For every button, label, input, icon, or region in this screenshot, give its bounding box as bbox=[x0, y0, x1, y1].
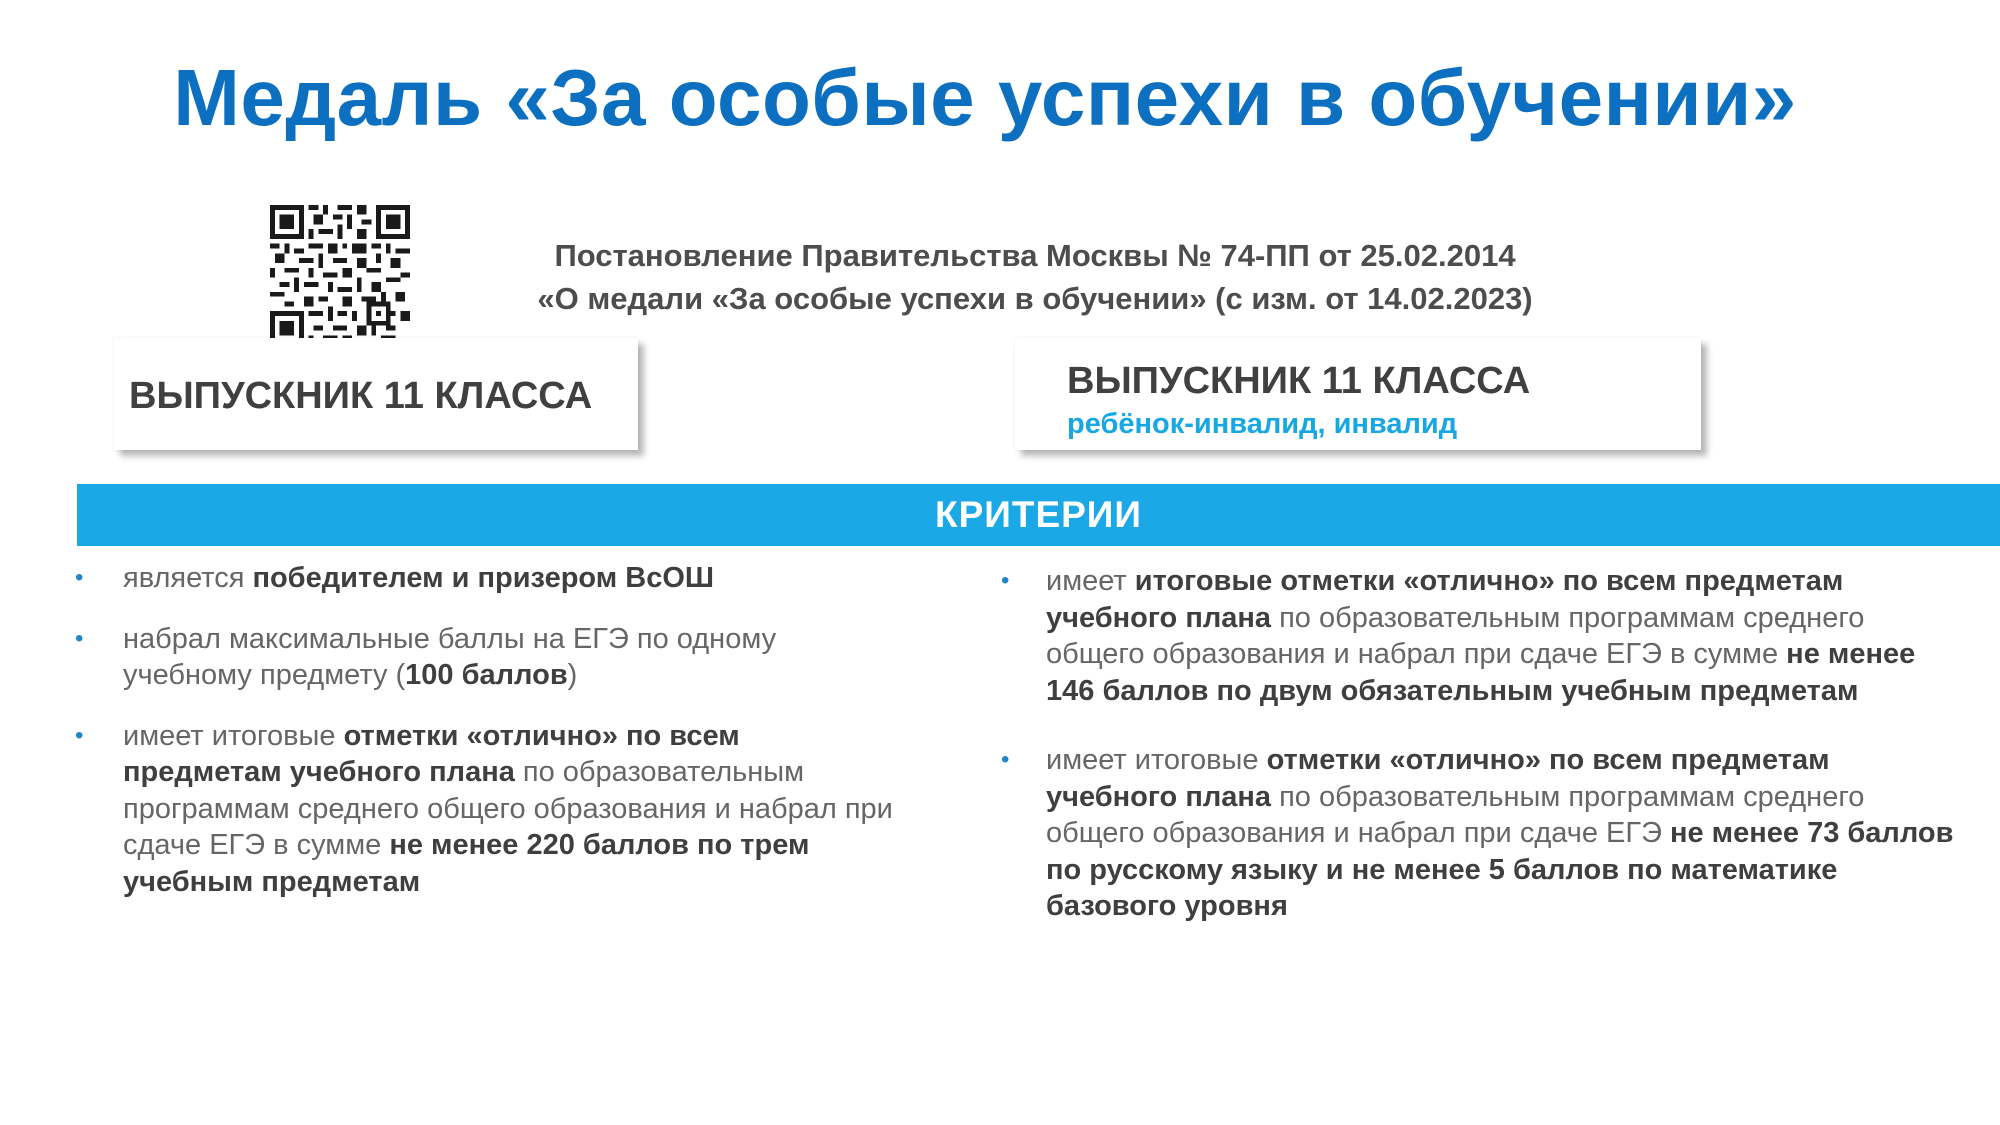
list-item: • является победителем и призером ВсОШ bbox=[75, 560, 895, 597]
bullet-icon: • bbox=[75, 564, 84, 591]
left-card-title: ВЫПУСКНИК 11 КЛАССА bbox=[129, 375, 593, 417]
left-criteria-list bbox=[75, 560, 895, 924]
slide-title: Медаль «За особые успехи в обучении» bbox=[173, 53, 1797, 142]
list-item: • имеет итоговые отметки «отлично» по всем предметам учебного плана по образовательным программам среднего общего образования и набрал при сдаче ЕГЭ в сумме не менее 146 баллов по двум обязательным учебным предметам bbox=[1001, 565, 1916, 707]
right-category-card bbox=[1015, 338, 1701, 450]
criteria-header: КРИТЕРИИ bbox=[77, 484, 2000, 546]
right-card-subtitle: ребёнок-инвалид, инвалид bbox=[1067, 408, 1458, 440]
left-category-card bbox=[114, 338, 638, 450]
decree-line-1: Постановление Правительства Москвы № 74-ПП от 25.02.2014 bbox=[554, 238, 1516, 273]
right-card-title: ВЫПУСКНИК 11 КЛАССА bbox=[1067, 360, 1531, 402]
decree-reference bbox=[440, 234, 1630, 320]
list-item: • имеет итоговые отметки «отлично» по всем предметам учебного плана по образовательным программам среднего общего образования и набрал при сдаче ЕГЭ в сумме не менее 220 баллов по трем учебным предметам bbox=[75, 719, 893, 898]
qr-code-icon bbox=[270, 205, 410, 345]
bullet-icon: • bbox=[75, 721, 84, 749]
right-criteria-list bbox=[998, 563, 1968, 958]
bullet-icon: • bbox=[1001, 746, 1010, 773]
bullet-icon: • bbox=[1001, 567, 1010, 594]
list-item: • набрал максимальные баллы на ЕГЭ по одному учебному предмету (100 баллов) bbox=[75, 622, 777, 691]
bullet-icon: • bbox=[75, 624, 84, 652]
decree-line-2: «О медали «За особые успехи в обучении» (с изм. от 14.02.2023) bbox=[537, 281, 1533, 316]
list-item: • имеет итоговые отметки «отлично» по всем предметам учебного плана по образовательным программам среднего общего образования и набрал при сдаче ЕГЭ не менее 73 баллов по русскому языку и не менее 5 баллов по математике базового уровня bbox=[1001, 744, 1954, 922]
